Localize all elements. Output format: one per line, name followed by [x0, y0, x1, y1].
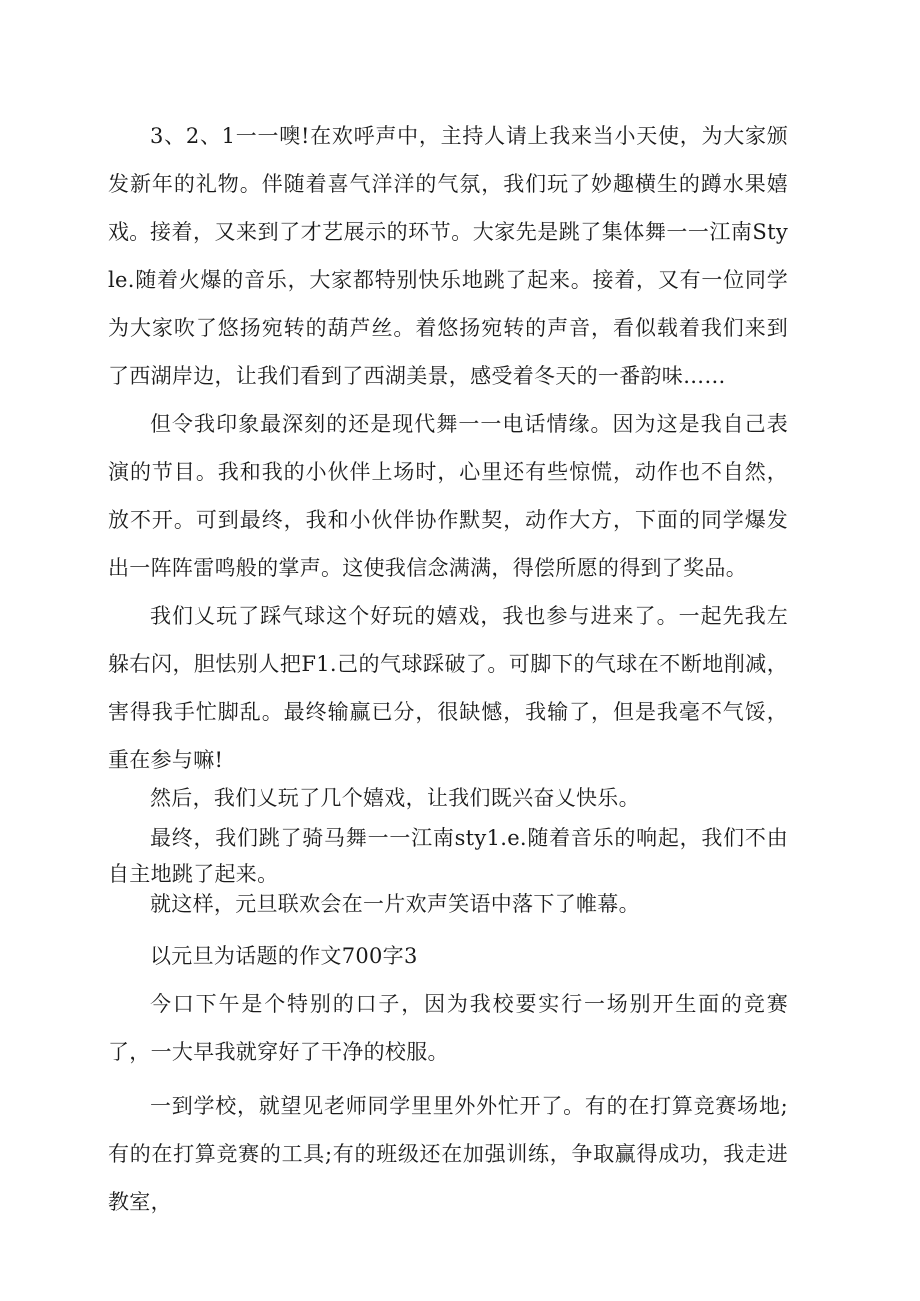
paragraph: 一到学校，就望见老师同学里里外外忙开了。有的在打算竞赛场地;有的在打算竞赛的工具;有的班级还在加强训练，争取赢得成功，我走进教室， [108, 1094, 788, 1214]
paragraph: 今口下午是个特别的口子，因为我校要实行一场别开生面的竞赛了，一大早我就穿好了干净的校服。 [108, 992, 788, 1064]
paragraph: 就这样，元旦联欢会在一片欢声笑语中落下了帷幕。 [150, 892, 640, 916]
section-title: 以元旦为话题的作文700字3 [150, 944, 418, 968]
paragraph: 我们乂玩了踩气球这个好玩的嬉戏，我也参与进来了。一起先我左躲右闪，胆怯别人把F1.己的气球踩破了。可脚下的气球在不断地削减，害得我手忙脚乱。最终输赢已分，很缺憾，我输了，但是我毫不气馁，重在参与嘛! [108, 604, 788, 772]
paragraph: 3、2、1一一噢!在欢呼声中，主持人请上我来当小天使，为大家颁发新年的礼物。伴随着喜气洋洋的气氛，我们玩了妙趣横生的蹲水果嬉戏。 [108, 124, 788, 244]
paragraph: 然后，我们乂玩了几个嬉戏，让我们既兴奋乂快乐。 [150, 786, 640, 810]
paragraph: 接着，又来到了才艺展示的环节。大家先是跳了集体舞一一江南Style.随着火爆的音乐，大家都特别快乐地跳了起来。接着，又有一位同学为大家吹了悠扬宛转的葫芦丝。着悠扬宛转的声音，看似载着我们来到了西湖岸边，让我们看到了西湖美景，感受着冬天的一番韵味…… [108, 220, 788, 388]
paragraph: 但令我印象最深刻的还是现代舞一一电话情缘。因为这是我自己表演的节目。我和我的小伙伴上场时，心里还有些惊慌，动作也不自然，放不开。可到最终，我和小伙伴协作默契，动作大方，下面的同学爆发出一阵阵雷鸣般的掌声。这使我信念满满，得偿所愿的得到了奖品。 [108, 412, 788, 580]
paragraph: 最终，我们跳了骑马舞一一江南sty1.e.随着音乐的响起，我们不由自主地跳了起来。 [108, 826, 788, 886]
